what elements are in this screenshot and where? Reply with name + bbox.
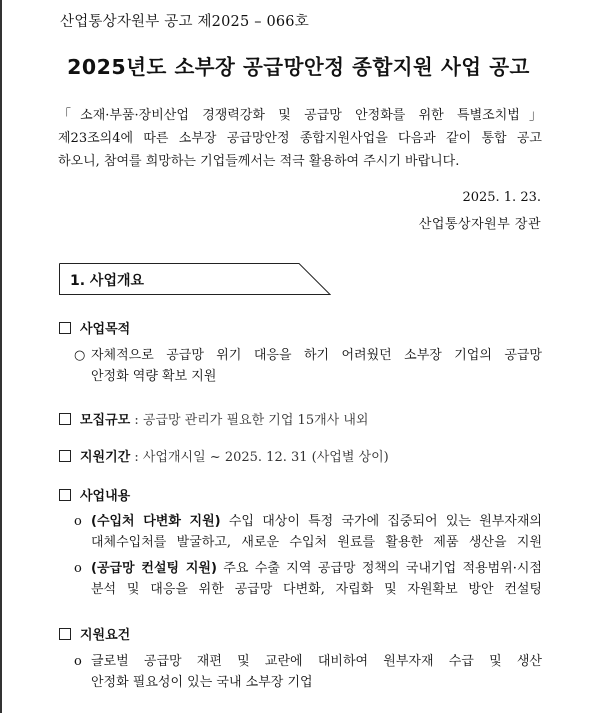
notice-date: 2025. 1. 23. — [462, 190, 541, 205]
square-bullet-icon — [59, 413, 71, 425]
notice-number: 산업통상자원부 공고 제2025 – 066호 — [60, 14, 309, 30]
circle-bullet-icon: ο — [74, 561, 82, 576]
purpose-item — [59, 318, 130, 337]
content-bullet-import — [74, 511, 542, 553]
requirements-heading: 지원요건 — [80, 628, 131, 643]
circle-bullet-icon: ○ — [74, 348, 86, 363]
page-left-border — [0, 0, 2, 713]
circle-bullet-icon: ο — [74, 654, 82, 669]
content-bullet-consulting — [74, 558, 542, 600]
scale-text: : 공급망 관리가 필요한 기업 15개사 내외 — [130, 413, 369, 428]
period-item — [59, 446, 389, 465]
intro-line: 하오니, 참여를 희망하는 기업들께서는 적극 활용하여 주시기 바랍니다. — [58, 154, 460, 169]
signer: 산업통상자원부 장관 — [418, 217, 541, 232]
bullet-line: 분석 및 대응을 위한 공급망 다변화, 자립화 및 자원확보 방안 컨설팅 — [91, 582, 542, 597]
bullet-line: 자체적으로 공급망 위기 대응을 하기 어려웠던 소부장 기업의 공급망 — [91, 348, 542, 363]
bullet-strong: (수입처 다변화 지원) — [91, 514, 221, 529]
intro-line: 「소재·부품·장비산업 경쟁력강화 및 공급망 안정화를 위한 특별조치법」 — [58, 108, 542, 123]
square-bullet-icon — [59, 489, 71, 501]
bullet-line — [91, 558, 542, 579]
bullet-text: 수입 대상이 특정 국가에 집중되어 있는 원부자재의 — [220, 514, 542, 529]
square-bullet-icon — [59, 450, 71, 462]
scale-heading: 모집규모 — [80, 413, 131, 428]
requirements-item — [59, 624, 130, 643]
requirements-bullet — [74, 651, 542, 693]
period-text: : 사업개시일 ~ 2025. 12. 31 (사업별 상이) — [130, 450, 389, 465]
bullet-line: 대체수입처를 발굴하고, 새로운 수입처 원료를 활용한 제품 생산을 지원 — [91, 535, 542, 550]
square-bullet-icon — [59, 322, 71, 334]
bullet-strong: (공급망 컨설팅 지원) — [91, 561, 217, 576]
intro-paragraph — [58, 104, 542, 173]
content-heading: 사업내용 — [80, 489, 131, 504]
bullet-line — [91, 511, 542, 532]
bullet-line: 안정화 역량 확보 지원 — [91, 369, 217, 384]
square-bullet-icon — [59, 628, 71, 640]
purpose-bullet — [74, 345, 542, 387]
scale-item — [59, 409, 368, 428]
purpose-heading: 사업목적 — [80, 322, 131, 337]
page-title: 2025년도 소부장 공급망안정 종합지원 사업 공고 — [67, 55, 530, 79]
bullet-line: 글로벌 공급망 재편 및 교란에 대비하여 원부자재 수급 및 생산 — [91, 654, 542, 669]
bullet-line: 안정화 필요성이 있는 국내 소부장 기업 — [91, 675, 313, 690]
intro-line: 제23조의4에 따른 소부장 공급망안정 종합지원사업을 다음과 같이 통합 공고 — [58, 131, 542, 146]
bullet-text: 주요 수출 지역 공급망 정책의 국내기업 적용범위·시점 — [216, 561, 542, 576]
period-heading: 지원기간 — [80, 450, 131, 465]
section-title: 1. 사업개요 — [70, 273, 145, 289]
circle-bullet-icon: ο — [74, 514, 82, 529]
section-heading-box — [59, 263, 331, 295]
content-item — [59, 485, 130, 504]
